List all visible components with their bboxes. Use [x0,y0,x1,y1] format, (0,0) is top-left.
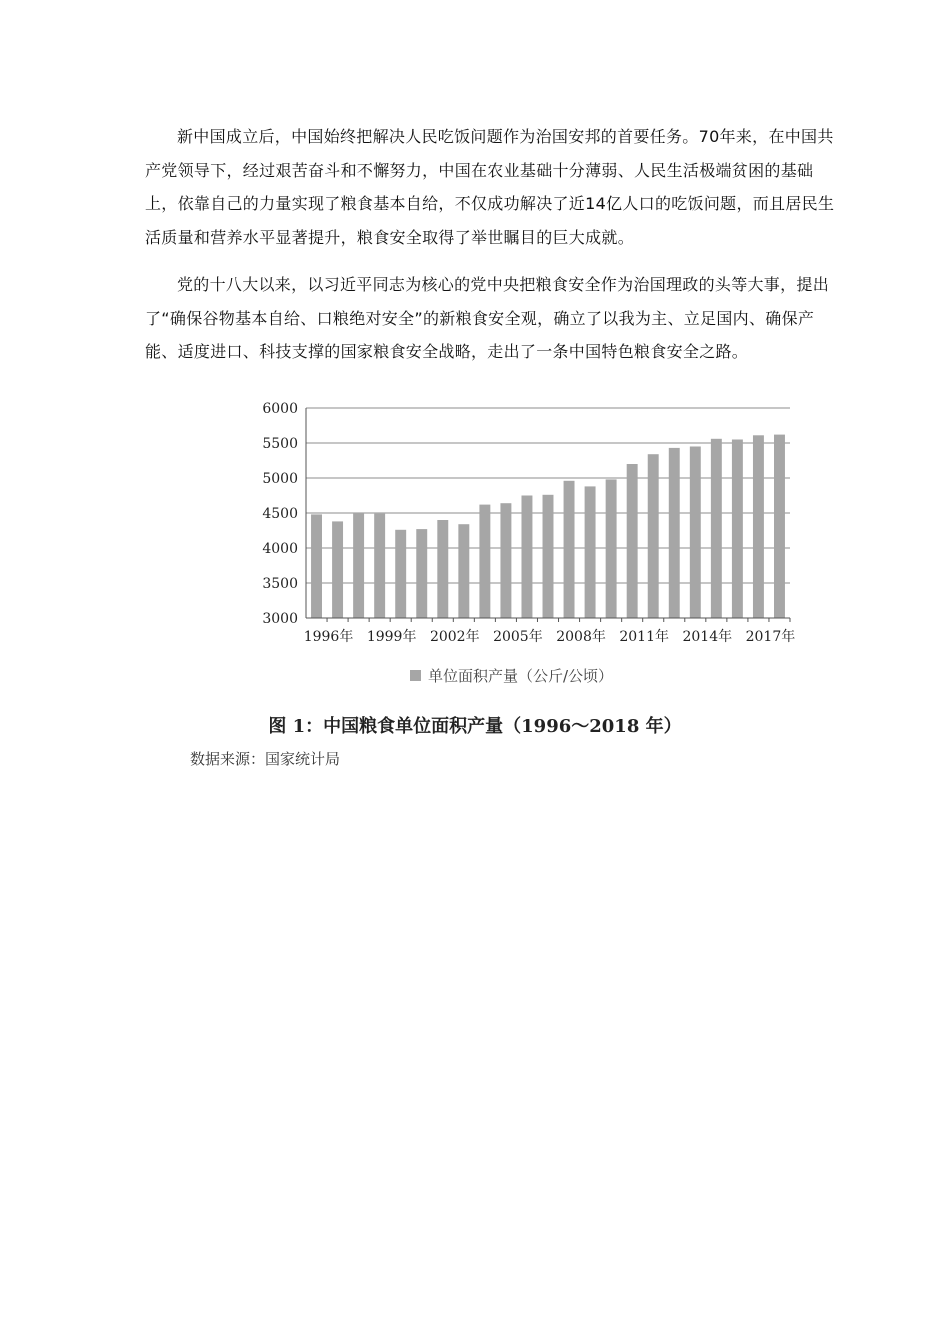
legend-label: 单位面积产量（公斤/公顷） [428,667,614,685]
y-tick-label: 3000 [262,611,298,627]
y-tick-label: 6000 [262,401,298,417]
x-tick-label: 2017年 [745,629,796,645]
bar [564,481,575,618]
bar [374,514,385,618]
x-tick-label: 1999年 [366,629,417,645]
bar [732,440,743,619]
y-tick-label: 4000 [262,541,298,557]
bar [437,520,448,618]
y-tick-label: 4500 [262,506,298,522]
x-tick-label: 2011年 [619,629,669,645]
bar [753,435,764,618]
bar [416,529,427,618]
bars [311,435,785,618]
x-tick-label: 2014年 [682,629,733,645]
paragraph-1: 新中国成立后，中国始终把解决人民吃饭问题作为治国安邦的首要任务。70年来，在中国共产党领导下，经过艰苦奋斗和不懈努力，中国在农业基础十分薄弱、人民生活极端贫困的基础上，依靠自己的力量实现了粮食基本自给，不仅成功解决了近14亿人口的吃饭问题，而且居民生活质量和营养水平显著提升，粮食安全取得了举世瞩目的巨大成就。 [145,127,835,247]
bar [690,447,701,619]
bar [311,514,322,618]
x-tick-label: 2002年 [429,629,480,645]
bar [521,496,532,619]
figure-caption: 图 1：中国粮食单位面积产量（1996～2018 年） [268,716,682,737]
x-tick-label: 2005年 [493,629,543,645]
bar [711,439,722,618]
paragraph-2: 党的十八大以来，以习近平同志为核心的党中央把粮食安全作为治国理政的头等大事，提出了“确保谷物基本自给、口粮绝对安全”的新粮食安全观，确立了以我为主、立足国内、确保产能、适度进口、科技支撑的国家粮食安全战略，走出了一条中国特色粮食安全之路。 [145,275,830,361]
y-tick-label: 5500 [262,436,298,452]
data-source: 数据来源：国家统计局 [190,750,341,768]
y-tick-label: 5000 [262,471,298,487]
chart-legend [410,665,613,686]
bar [353,513,364,618]
bar [395,530,406,618]
x-tick-label: 1996年 [303,629,354,645]
bar [585,486,596,618]
bar [479,505,490,618]
bar [648,454,659,618]
bar [606,479,617,618]
legend-swatch [410,670,421,681]
bar [669,448,680,618]
y-tick-label: 3500 [262,576,298,592]
bar [332,521,343,618]
bar [627,464,638,618]
bar [774,435,785,618]
bar [458,524,469,618]
x-tick-label: 2008年 [556,629,606,645]
bar [543,495,554,618]
bar [500,503,511,618]
